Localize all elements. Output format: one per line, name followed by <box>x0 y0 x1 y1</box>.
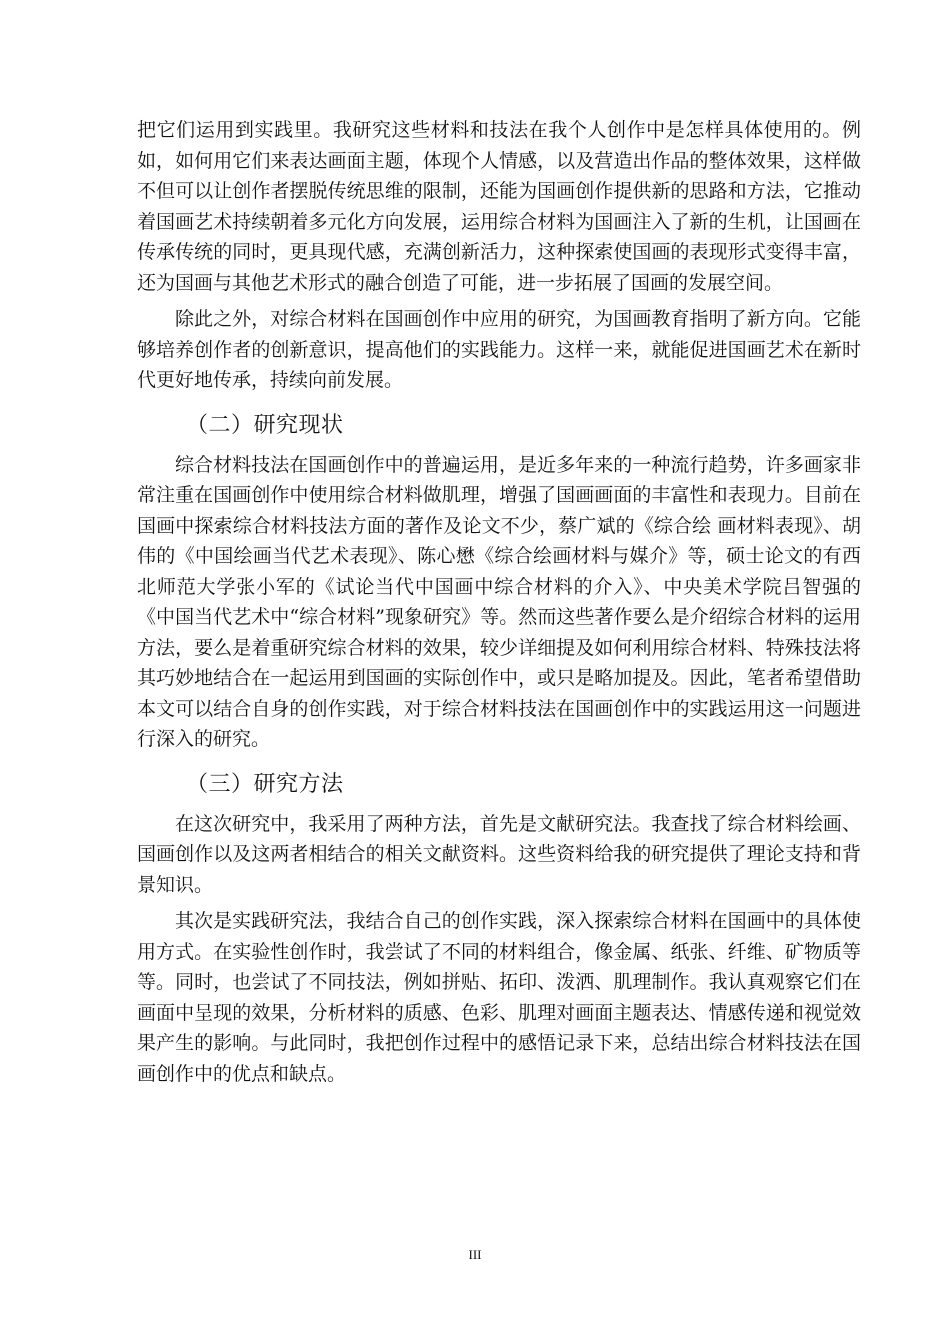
body-paragraph: 把它们运用到实践里。我研究这些材料和技法在我个人创作中是怎样具体使用的。例如，如何用它们来表达画面主题，体现个人情感，以及营造出作品的整体效果，这样做不但可以让创作者摆脱传统思维的限制，还能为国画创作提供新的思路和方法，它推动着国画艺术持续朝着多元化方向发展，运用综合材料为国画注入了新的生机，让国画在传承传统的同时，更具现代感，充满创新活力，这种探索使国画的表现形式变得丰富，还为国画与其他艺术形式的融合创造了可能，进一步拓展了国画的发展空间。 <box>137 119 861 294</box>
body-paragraph: 除此之外，对综合材料在国画创作中应用的研究，为国画教育指明了新方向。它能够培养创作者的创新意识，提高他们的实践能力。这样一来，就能促进国画艺术在新时代更好地传承，持续向前发展。 <box>137 308 861 391</box>
page-number: III <box>468 1247 482 1262</box>
body-paragraph: 综合材料技法在国画创作中的普遍运用，是近多年来的一种流行趋势，许多画家非常注重在国画创作中使用综合材料做肌理，增强了国画画面的丰富性和表现力。目前在国画中探索综合材料技法方面的著作及论文不少，蔡广斌的《综合绘 画材料表现》、胡伟的《中国绘画当代艺术表现》、陈心懋《综合绘画材料与媒介》等，硕士论文的有西北师范大学张小军的《试论当代中国画中综合材料的介入》、中央美术学院吕智强的《中国当代艺术中“综合材料”现象研究》等。然而这些著作要么是介绍综合材料的运用方法，要么是着重研究综合材料的效果，较少详细提及如何利用综合材料、特殊技法将其巧妙地结合在一起运用到国画的实际创作中，或只是略加提及。因此，笔者希望借助本文可以结合自身的创作实践，对于综合材料技法在国画创作中的实践运用这一问题进行深入的研究。 <box>137 453 861 750</box>
body-paragraph: 在这次研究中，我采用了两种方法，首先是文献研究法。我查找了综合材料绘画、国画创作以及这两者相结合的相关文献资料。这些资料给我的研究提供了理论支持和背景知识。 <box>137 812 861 896</box>
section-heading-research-methods: （三）研究方法 <box>186 771 344 797</box>
section-heading-research-status: （二）研究现状 <box>186 412 344 438</box>
body-paragraph: 其次是实践研究法，我结合自己的创作实践，深入探索综合材料在国画中的具体使用方式。在实验性创作时，我尝试了不同的材料组合，像金属、纸张、纤维、矿物质等等。同时，也尝试了不同技法，例如拼贴、拓印、泼洒、肌理制作。我认真观察它们在画面中呈现的效果，分析材料的质感、色彩、肌理对画面主题表达、情感传递和视觉效果产生的影响。与此同时，我把创作过程中的感悟记录下来，总结出综合材料技法在国画创作中的优点和缺点。 <box>137 910 861 1085</box>
document-body <box>137 115 861 1089</box>
